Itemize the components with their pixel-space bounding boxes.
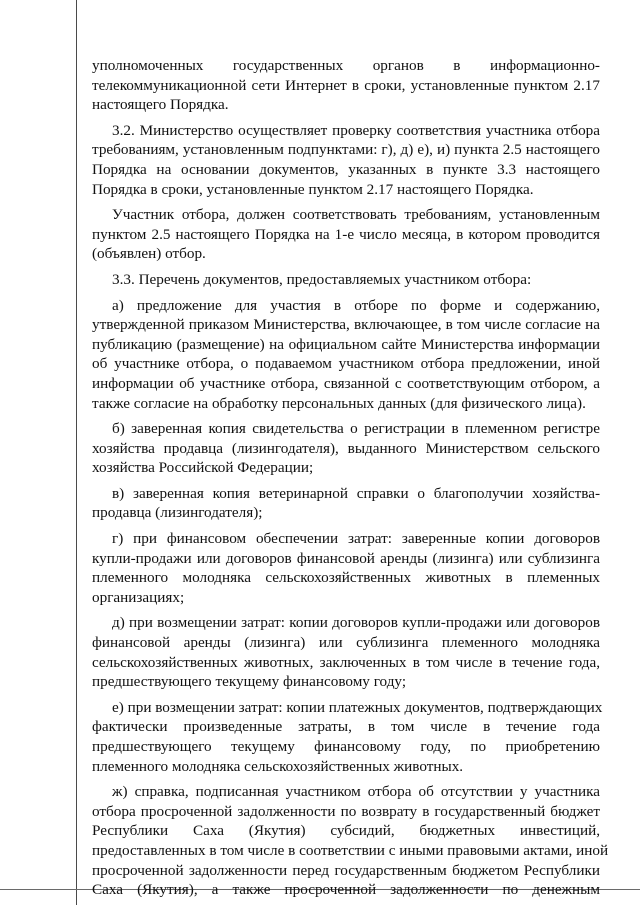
text-line: отбора просроченной задолженности по возврату в государственный бюджет [92, 802, 600, 820]
text-line: требованиям, установленным подпунктами: г), д) е), и) пункта 2.5 настоящего [92, 141, 600, 159]
text-line: утвержденной приказом Министерства, включающее, в том числе согласие на [92, 316, 600, 334]
text-line: также согласие на обработку персональных данных (для физического лица). [92, 394, 586, 412]
text-line: е) при возмещении затрат: копии платежных документов, подтверждающих [112, 698, 603, 716]
paragraph [92, 782, 609, 900]
text-line: д) при возмещении затрат: копии договоров купли-продажи или договоров [112, 614, 600, 632]
paragraph [92, 613, 600, 691]
scan-margin-line [76, 0, 77, 905]
text-line: телекоммуникационной сети Интернет в сроки, установленные пунктом 2.17 [92, 76, 600, 94]
text-line: хозяйства Российской Федерации; [92, 459, 314, 477]
paragraph [92, 121, 600, 199]
text-line: предоставленных в том числе в соответствии с иными правовыми актами, иной [92, 841, 609, 859]
text-line: хозяйства продавца (лизингодателя), выданного Министерством сельского [92, 439, 600, 457]
text-line: Порядка в сроки, установленные пунктом 2.17 настоящего Порядка. [92, 180, 534, 198]
paragraph [92, 205, 600, 264]
text-line: Порядка на основании документов, указанных в пункте 3.3 настоящего [92, 160, 600, 178]
text-line: Республики Саха (Якутия) субсидий, бюджетных инвестиций, [92, 822, 600, 840]
text-line: племенного молодняка сельскохозяйственных животных в племенных [92, 569, 600, 587]
text-line: ж) справка, подписанная участником отбора об отсутствии у участника [112, 783, 600, 801]
text-line: фактически произведенные затраты, в том числе в течение года [92, 718, 600, 736]
text-line: 3.2. Министерство осуществляет проверку соответствия участника отбора [112, 121, 600, 139]
paragraph [92, 56, 600, 115]
document-page [92, 56, 609, 900]
text-line: в) заверенная копия ветеринарной справки о благополучии хозяйства- [112, 484, 600, 502]
text-line: публикацию (размещение) на официальном сайте Министерства информации [92, 335, 600, 353]
text-line: настоящего Порядка. [92, 96, 229, 114]
paragraph [92, 698, 603, 776]
text-line: Участник отбора, должен соответствовать требованиям, установленным [112, 206, 600, 224]
text-line: организациях; [92, 588, 185, 606]
text-line: пунктом 2.5 настоящего Порядка на 1-е число месяца, в котором проводится [92, 225, 600, 243]
text-line: (объявлен) отбор. [92, 245, 206, 263]
text-line: об участнике отбора, о подаваемом участником отбора предложении, иной [92, 355, 600, 373]
paragraph [92, 419, 600, 478]
text-line: племенного молодняка сельскохозяйственных животных. [92, 757, 464, 775]
text-line: Саха (Якутия), а также просроченной задолженности по денежным [92, 881, 600, 899]
text-line: финансовой аренды (лизинга) или сублизинга племенного молодняка [92, 634, 600, 652]
text-line: информации об участнике отбора, связанной с соответствующим отбором, а [92, 374, 600, 392]
text-line: сельскохозяйственных животных, заключенных в том числе в течение года, [92, 653, 600, 671]
text-line: предшествующего текущему финансовому году, по приобретению [92, 738, 600, 755]
text-line: 3.3. Перечень документов, предоставляемых участником отбора: [112, 270, 532, 288]
text-line: уполномоченных государственных органов в информационно- [92, 57, 600, 74]
text-line: купли-продажи или договоров финансовой аренды (лизинга) или сублизинга [92, 549, 600, 567]
paragraph [92, 270, 600, 290]
text-line: г) при финансовом обеспечении затрат: заверенные копии договоров [112, 530, 600, 548]
text-line: продавца (лизингодателя); [92, 504, 263, 522]
text-line: б) заверенная копия свидетельства о регистрации в племенном регистре [112, 420, 600, 438]
paragraph [92, 529, 600, 607]
text-line: а) предложение для участия в отборе по форме и содержанию, [112, 296, 600, 314]
text-line: просроченной задолженности перед государственным бюджетом Республики [92, 861, 600, 879]
text-line: предшествующего текущему финансовому году; [92, 673, 407, 691]
paragraph [92, 484, 600, 523]
paragraph [92, 296, 600, 414]
